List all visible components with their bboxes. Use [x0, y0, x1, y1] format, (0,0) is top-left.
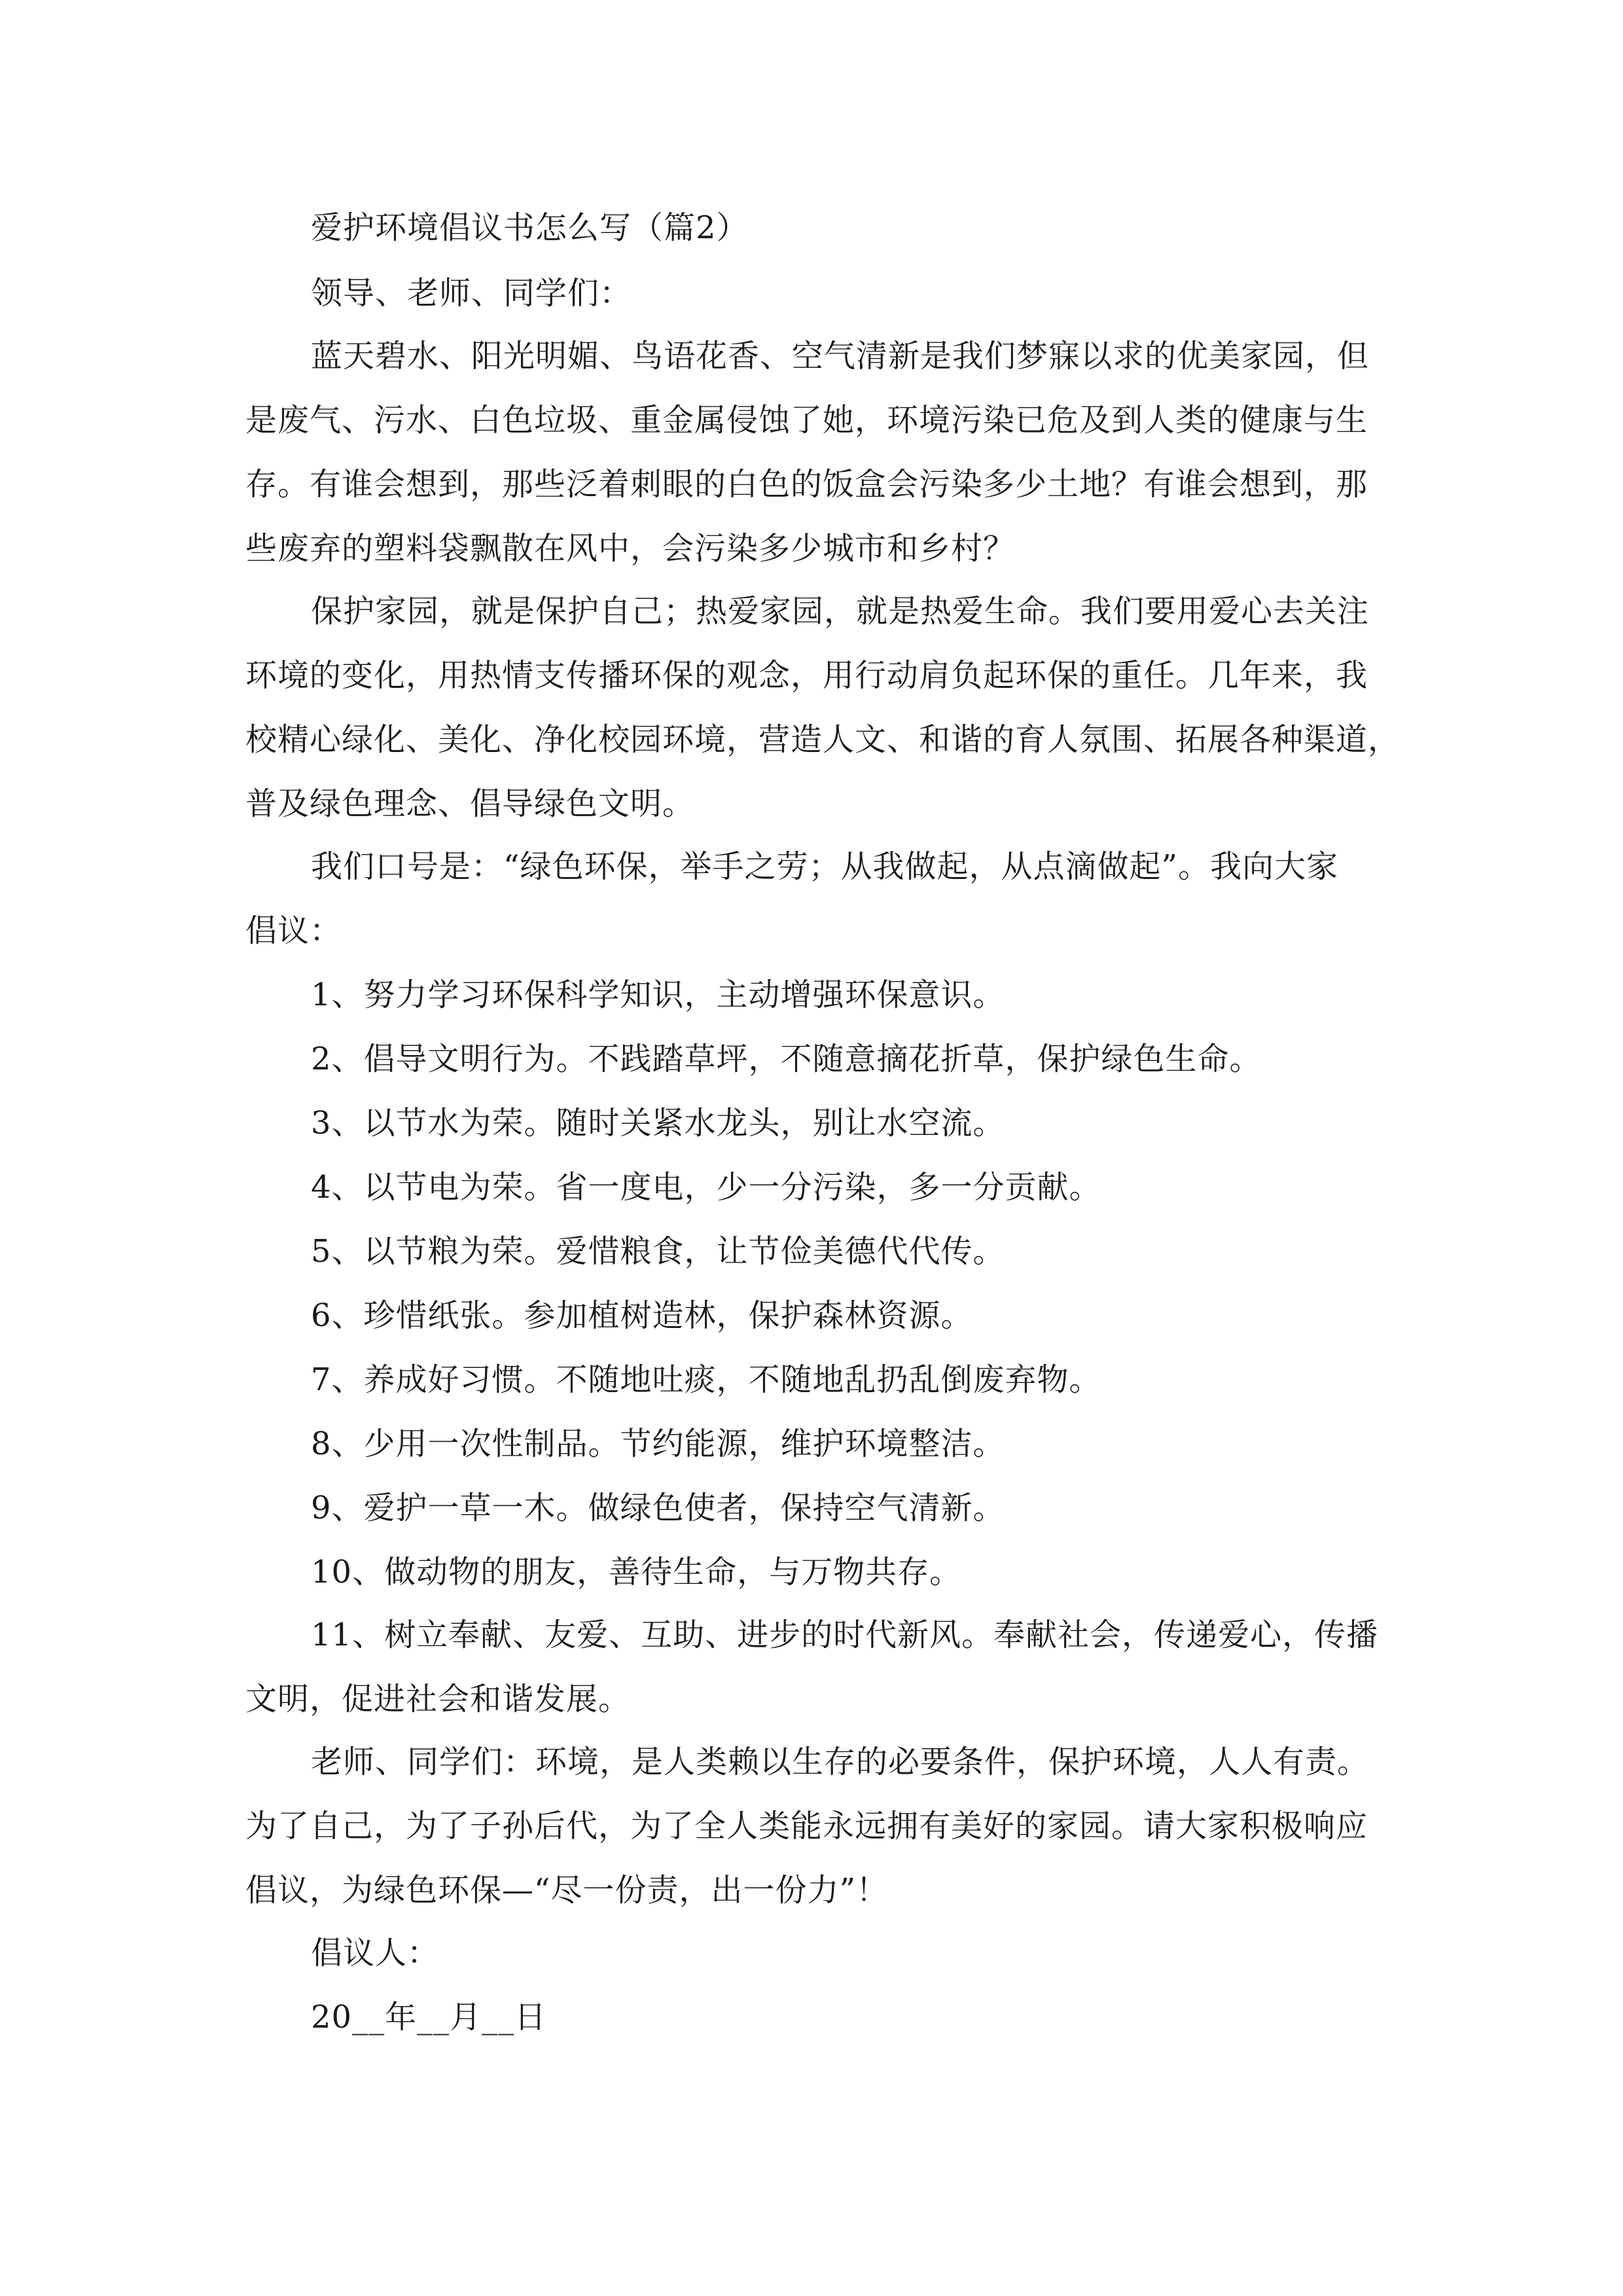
list-item: 7、养成好习惯。不随地吐痰，不随地乱扔乱倒废弃物。	[311, 1361, 1101, 1398]
list-item: 6、珍惜纸张。参加植树造林，保护森林资源。	[311, 1297, 973, 1334]
list-item: 8、少用一次性制品。节约能源，维护环境整洁。	[311, 1426, 1005, 1462]
paragraph-line: 倡议，为绿色环保—“尽一份责，出一份力”！	[245, 1872, 889, 1909]
paragraph-line: 存。有谁会想到，那些泛着刺眼的白色的饭盒会污染多少土地？有谁会想到，那	[245, 466, 1368, 503]
list-item: 3、以节水为荣。随时关紧水龙头，别让水空流。	[311, 1105, 1005, 1141]
salutation: 领导、老师、同学们：	[311, 275, 632, 312]
list-item: 9、爱护一草一木。做绿色使者，保持空气清新。	[311, 1490, 1005, 1526]
paragraph-line: 些废弃的塑料袋飘散在风中，会污染多少城市和乡村？	[245, 530, 1016, 567]
paragraph-line: 为了自己，为了子孙后代，为了全人类能永远拥有美好的家园。请大家积极响应	[245, 1808, 1368, 1844]
paragraph-line: 蓝天碧水、阳光明媚、鸟语花香、空气清新是我们梦寐以求的优美家园，但	[311, 338, 1370, 374]
paragraph-line: 是废气、污水、白色垃圾、重金属侵蚀了她，环境污染已危及到人类的健康与生	[245, 402, 1368, 439]
list-item: 4、以节电为荣。省一度电，少一分污染，多一分贡献。	[311, 1169, 1101, 1206]
list-item: 2、倡导文明行为。不践踏草坪，不随意摘花折草，保护绿色生命。	[311, 1041, 1262, 1077]
document-title: 爱护环境倡议书怎么写（篇2）	[311, 209, 749, 246]
paragraph-line: 老师、同学们：环境，是人类赖以生存的必要条件，保护环境，人人有责。	[311, 1744, 1370, 1780]
paragraph-line: 保护家园，就是保护自己；热爱家园，就是热爱生命。我们要用爱心去关注	[311, 593, 1370, 630]
paragraph-line: 倡议：	[245, 912, 342, 949]
paragraph-line: 环境的变化，用热情支传播环保的观念，用行动肩负起环保的重任。几年来，我	[245, 657, 1368, 694]
paragraph-line: 普及绿色理念、倡导绿色文明。	[245, 785, 695, 822]
signer-label: 倡议人：	[311, 1935, 440, 1971]
list-item: 5、以节粮为荣。爱惜粮食，让节俭美德代代传。	[311, 1233, 1005, 1270]
list-item: 1、努力学习环保科学知识，主动增强环保意识。	[311, 977, 1005, 1013]
list-item: 10、做动物的朋友，善待生命，与万物共存。	[311, 1554, 962, 1590]
paragraph-line: 校精心绿化、美化、净化校园环境，营造人文、和谐的育人氛围、拓展各种渠道，	[245, 721, 1400, 758]
date-line: 20__年__月__日	[311, 1999, 547, 2036]
list-item-continuation: 文明，促进社会和谐发展。	[245, 1681, 631, 1717]
paragraph-line: 我们口号是：“绿色环保，举手之劳；从我做起，从点滴做起”。我向大家	[311, 848, 1339, 885]
list-item: 11、树立奉献、友爱、互助、进步的时代新风。奉献社会，传递爱心，传播	[311, 1617, 1379, 1653]
